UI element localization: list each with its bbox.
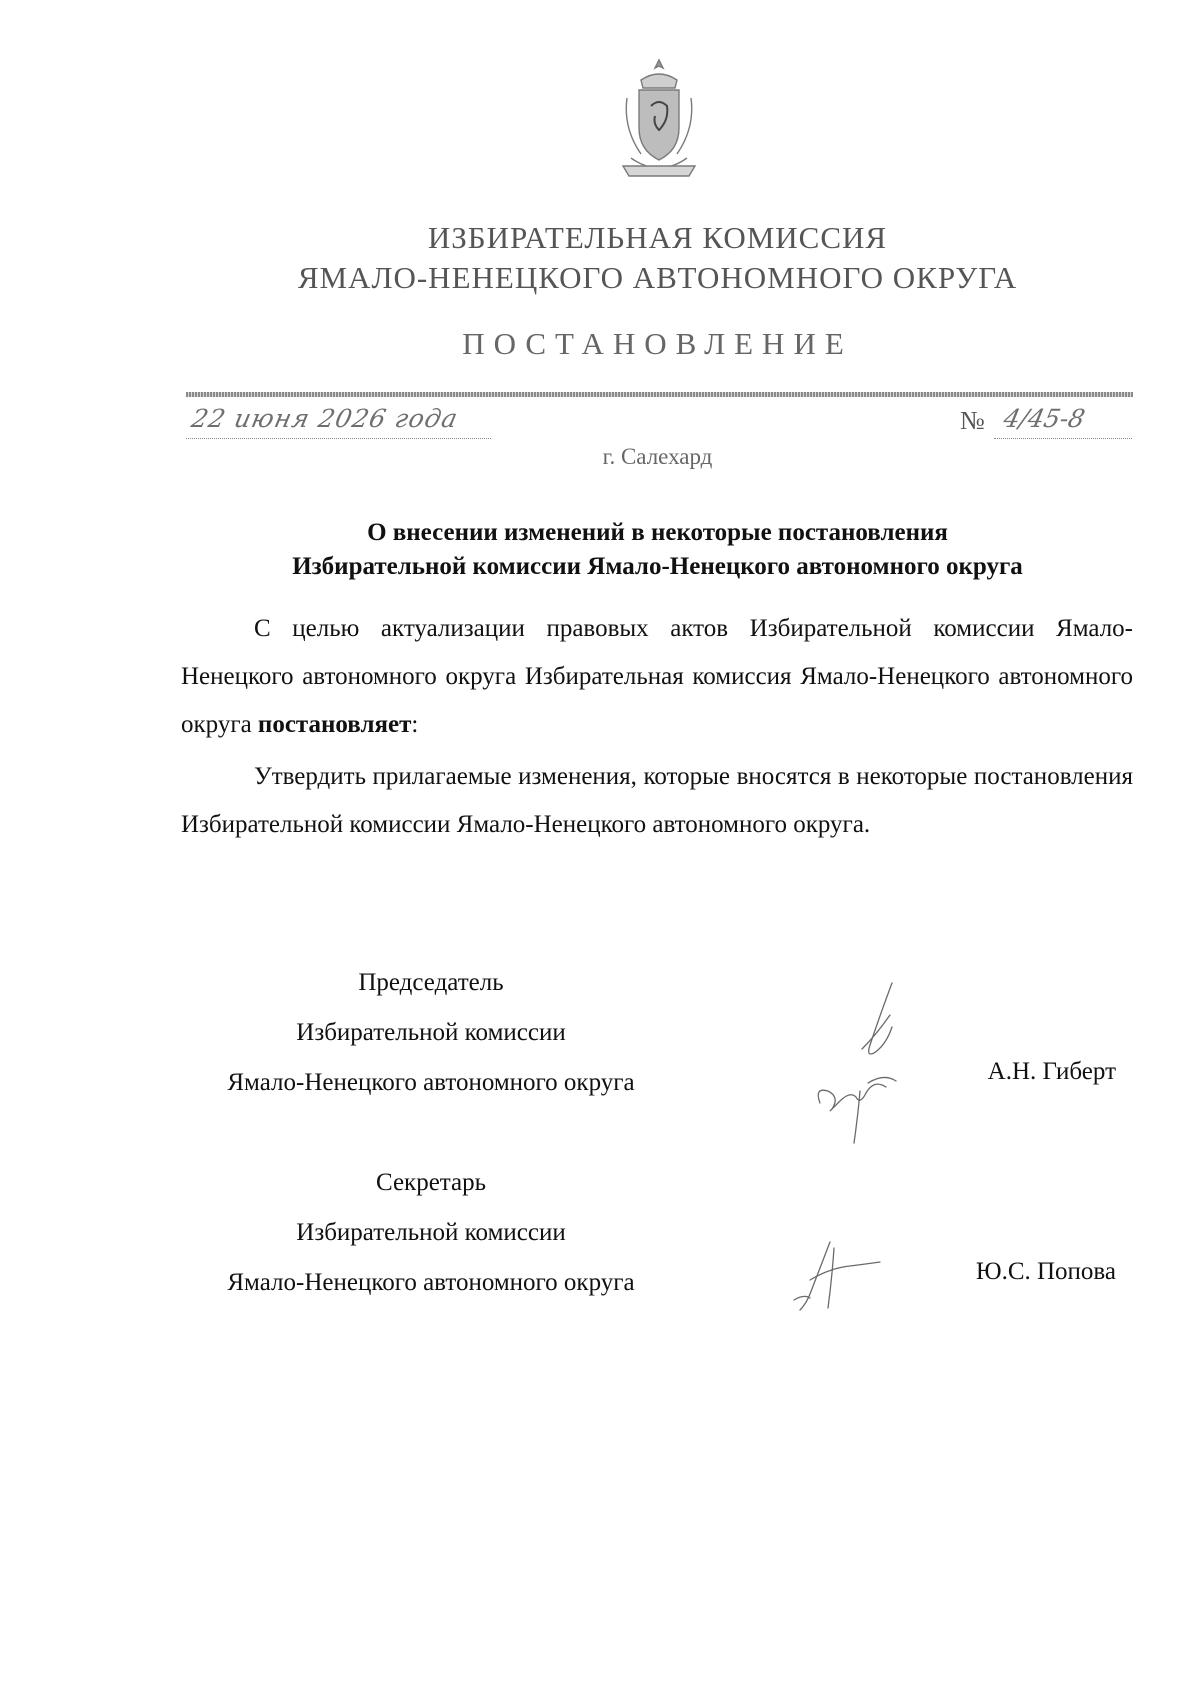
secretary-signature-icon xyxy=(780,1238,890,1318)
header-divider xyxy=(186,392,1133,397)
chairman-role-line2: Избирательной комиссии xyxy=(296,1019,566,1046)
chairman-name: А.Н. Гиберт xyxy=(987,1058,1116,1085)
organization-name xyxy=(0,218,1200,298)
p1-tail: : xyxy=(411,711,419,738)
city-name: г. Салехард xyxy=(602,444,713,469)
number-label: № xyxy=(960,406,985,435)
organization-name-line2: ЯМАЛО-НЕНЕЦКОГО АВТОНОМНОГО ОКРУГА xyxy=(297,260,1018,295)
document-title xyxy=(180,516,1135,584)
handwritten-date: 22 июня 2026 года xyxy=(188,404,461,433)
secretary-role-line3: Ямало-Ненецкого автономного округа xyxy=(227,1269,635,1296)
handwritten-number: 4/45-8 xyxy=(1000,404,1088,433)
body-paragraph-1 xyxy=(181,605,1133,749)
document-type: ПОСТАНОВЛЕНИЕ xyxy=(462,326,853,361)
secretary-position xyxy=(181,1158,681,1308)
chairman-role-line1: Председатель xyxy=(358,969,504,996)
number-field xyxy=(994,404,1132,439)
p1-bold-verb: постановляет xyxy=(257,711,412,738)
organization-name-line1: ИЗБИРАТЕЛЬНАЯ КОМИССИЯ xyxy=(427,220,888,255)
title-line2: Избирательной комиссии Ямало-Ненецкого автономного округа xyxy=(292,553,1023,580)
body-paragraph-2: Утвердить прилагаемые изменения, которые вносятся в некоторые постановления Избирательной комиссии Ямало-Ненецкого автономного округа. xyxy=(181,763,1133,838)
chairman-position xyxy=(181,958,681,1108)
chairman-role-line3: Ямало-Ненецкого автономного округа xyxy=(227,1069,635,1096)
p1-text: С целью актуализации правовых актов Избирательной комиссии Ямало-Ненецкого автономного округа Избирательная комиссия Ямало-Ненецкого автономного округа xyxy=(181,615,1133,738)
secretary-role-line2: Избирательной комиссии xyxy=(296,1219,566,1246)
title-line1: О внесении изменений в некоторые постановления xyxy=(367,519,948,546)
chairman-signature-icon xyxy=(800,975,940,1145)
date-field xyxy=(186,404,491,439)
secretary-role-line1: Секретарь xyxy=(375,1169,487,1196)
secretary-name: Ю.С. Попова xyxy=(975,1258,1116,1285)
coat-of-arms-icon xyxy=(611,58,707,188)
